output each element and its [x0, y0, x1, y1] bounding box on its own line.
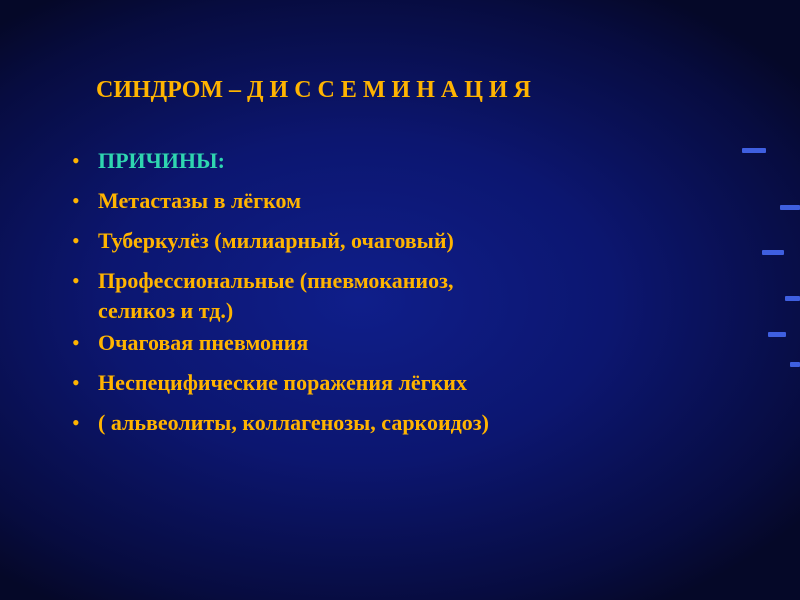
decor-dash — [780, 205, 800, 210]
decor-dash — [768, 332, 786, 337]
bullet-text: Туберкулёз (милиарный, очаговый) — [98, 228, 454, 253]
bullet-list — [72, 146, 712, 448]
bullet-item-causes — [72, 146, 712, 176]
bullet-dot-icon: • — [72, 268, 80, 293]
bullet-item-metastases — [72, 186, 712, 216]
bullet-text: Профессиональные (пневмоканиоз, — [98, 268, 454, 293]
bullet-item-nonspecific — [72, 368, 712, 398]
bullet-dot-icon: • — [72, 188, 80, 213]
decor-dash — [790, 362, 800, 367]
bullet-text: ( альвеолиты, коллагенозы, саркоидоз) — [98, 410, 489, 435]
bullet-dot-icon: • — [72, 370, 80, 395]
bullet-dot-icon: • — [72, 410, 80, 435]
bullet-item-tuberculosis — [72, 226, 712, 256]
decor-dash — [785, 296, 800, 301]
bullet-item-alveolitis — [72, 408, 712, 438]
bullet-dot-icon: • — [72, 330, 80, 355]
decor-dash — [762, 250, 784, 255]
bullet-dot-icon: • — [72, 228, 80, 253]
decor-dash — [742, 148, 766, 153]
bullet-item-professional — [72, 266, 712, 326]
bullet-text: ПРИЧИНЫ: — [98, 148, 225, 173]
slide-title: СИНДРОМ – Д И С С Е М И Н А Ц И Я — [96, 77, 531, 103]
bullet-dot-icon: • — [72, 148, 80, 173]
bullet-text: Метастазы в лёгком — [98, 188, 302, 213]
bullet-item-focal-pneumonia — [72, 328, 712, 358]
bullet-text: Очаговая пневмония — [98, 330, 309, 355]
bullet-text: Неспецифические поражения лёгких — [98, 370, 467, 395]
bullet-text-continuation: селикоз и тд.) — [98, 298, 234, 323]
